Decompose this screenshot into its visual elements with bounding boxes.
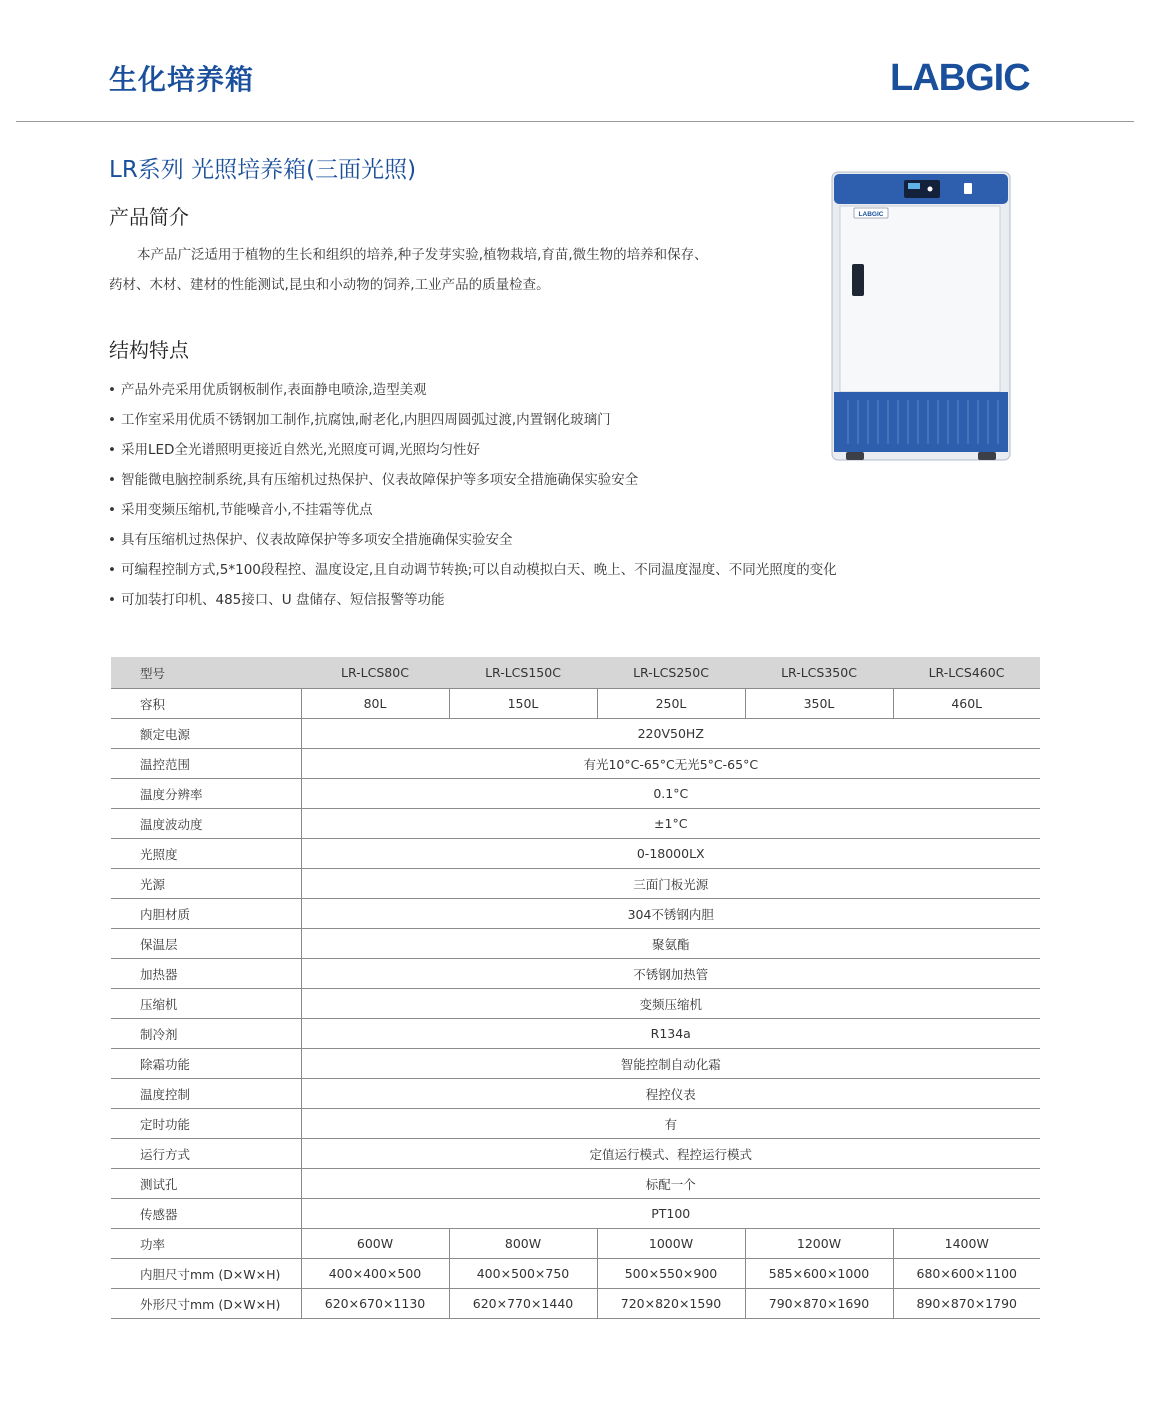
spec-value: 有 <box>301 1109 1040 1139</box>
page-category-title: 生化培养箱 <box>109 63 255 96</box>
spec-label: 内胆尺寸mm (D×W×H) <box>111 1259 301 1289</box>
model-name: LR-LCS80C <box>301 657 449 689</box>
features-heading: 结构特点 <box>109 338 189 362</box>
intro-paragraph: 本产品广泛适用于植物的生长和组织的培养,种子发芽实验,植物栽培,育苗,微生物的培养和保存、药材、木材、建材的性能测试,昆虫和小动物的饲养,工业产品的质量检查。 <box>109 247 708 293</box>
model-name: LR-LCS460C <box>893 657 1040 689</box>
spec-value: 720×820×1590 <box>597 1289 745 1319</box>
bullet-icon: • <box>108 442 116 458</box>
spec-label: 光源 <box>111 869 301 899</box>
spec-value: 790×870×1690 <box>745 1289 893 1319</box>
spec-value: 585×600×1000 <box>745 1259 893 1289</box>
spec-row <box>111 779 1040 809</box>
spec-value: 620×670×1130 <box>301 1289 449 1319</box>
spec-row <box>111 1049 1040 1079</box>
feature-text: 可编程控制方式,5*100段程控、温度设定,且自动调节转换;可以自动模拟白天、晚上、不同温度湿度、不同光照度的变化 <box>121 562 837 578</box>
spec-value: 聚氨酯 <box>301 929 1040 959</box>
spec-row <box>111 899 1040 929</box>
spec-header-row <box>111 657 1040 689</box>
spec-label: 运行方式 <box>111 1139 301 1169</box>
spec-header-label: 型号 <box>111 657 301 689</box>
feature-item <box>108 495 837 525</box>
spec-row <box>111 989 1040 1019</box>
spec-value: 变频压缩机 <box>301 989 1040 1019</box>
spec-value: 620×770×1440 <box>449 1289 597 1319</box>
spec-label: 容积 <box>111 689 301 719</box>
spec-value: 0-18000LX <box>301 839 1040 869</box>
spec-row <box>111 869 1040 899</box>
model-name: LR-LCS250C <box>597 657 745 689</box>
spec-value: 智能控制自动化霜 <box>301 1049 1040 1079</box>
spec-value: 400×500×750 <box>449 1259 597 1289</box>
spec-value: R134a <box>301 1019 1040 1049</box>
spec-row <box>111 1109 1040 1139</box>
spec-value: 80L <box>301 689 449 719</box>
spec-label: 温控范围 <box>111 749 301 779</box>
spec-row <box>111 1259 1040 1289</box>
spec-value: 1400W <box>893 1229 1040 1259</box>
spec-row <box>111 1199 1040 1229</box>
spec-label: 内胆材质 <box>111 899 301 929</box>
spec-label: 定时功能 <box>111 1109 301 1139</box>
spec-row <box>111 959 1040 989</box>
incubator-product-image <box>828 168 1014 470</box>
spec-row <box>111 719 1040 749</box>
spec-value: PT100 <box>301 1199 1040 1229</box>
spec-value: 680×600×1100 <box>893 1259 1040 1289</box>
spec-label: 温度分辨率 <box>111 779 301 809</box>
spec-label: 功率 <box>111 1229 301 1259</box>
spec-label: 除霜功能 <box>111 1049 301 1079</box>
spec-value: 不锈钢加热管 <box>301 959 1040 989</box>
feature-item <box>108 375 837 405</box>
bullet-icon: • <box>108 502 116 518</box>
spec-value: 1200W <box>745 1229 893 1259</box>
spec-row <box>111 839 1040 869</box>
spec-value: 350L <box>745 689 893 719</box>
spec-label: 外形尺寸mm (D×W×H) <box>111 1289 301 1319</box>
model-name: LR-LCS150C <box>449 657 597 689</box>
spec-value: 定值运行模式、程控运行模式 <box>301 1139 1040 1169</box>
spec-row <box>111 1019 1040 1049</box>
spec-value: 500×550×900 <box>597 1259 745 1289</box>
feature-text: 具有压缩机过热保护、仪表故障保护等多项安全措施确保实验安全 <box>121 532 513 548</box>
spec-value: ±1°C <box>301 809 1040 839</box>
spec-value: 150L <box>449 689 597 719</box>
spec-row <box>111 809 1040 839</box>
spec-value: 0.1°C <box>301 779 1040 809</box>
spec-table <box>111 657 1040 1319</box>
spec-label: 压缩机 <box>111 989 301 1019</box>
spec-label: 加热器 <box>111 959 301 989</box>
spec-row <box>111 1139 1040 1169</box>
spec-label: 额定电源 <box>111 719 301 749</box>
spec-value: 220V50HZ <box>301 719 1040 749</box>
feature-item <box>108 405 837 435</box>
cabinet-logo: LABGIC <box>858 211 884 218</box>
features-list <box>108 375 837 615</box>
bullet-icon: • <box>108 562 116 578</box>
brand-logo: LABGIC <box>890 57 1030 99</box>
spec-value: 400×400×500 <box>301 1259 449 1289</box>
spec-value: 标配一个 <box>301 1169 1040 1199</box>
feature-text: 产品外壳采用优质钢板制作,表面静电喷涂,造型美观 <box>121 382 427 398</box>
intro-heading: 产品简介 <box>109 205 189 229</box>
spec-label: 制冷剂 <box>111 1019 301 1049</box>
spec-label: 温度波动度 <box>111 809 301 839</box>
spec-label: 测试孔 <box>111 1169 301 1199</box>
bullet-icon: • <box>108 532 116 548</box>
product-title: LR系列 光照培养箱(三面光照) <box>109 157 417 183</box>
model-name: LR-LCS350C <box>745 657 893 689</box>
feature-text: 智能微电脑控制系统,具有压缩机过热保护、仪表故障保护等多项安全措施确保实验安全 <box>121 472 639 488</box>
feature-text: 采用变频压缩机,节能噪音小,不挂霜等优点 <box>121 502 373 518</box>
spec-value: 程控仪表 <box>301 1079 1040 1109</box>
feature-text: 工作室采用优质不锈钢加工制作,抗腐蚀,耐老化,内胆四周圆弧过渡,内置钢化玻璃门 <box>121 412 611 428</box>
spec-value: 304不锈钢内胆 <box>301 899 1040 929</box>
feature-item <box>108 525 837 555</box>
feature-text: 可加装打印机、485接口、U 盘储存、短信报警等功能 <box>121 592 445 608</box>
spec-value: 600W <box>301 1229 449 1259</box>
spec-value: 三面门板光源 <box>301 869 1040 899</box>
spec-row <box>111 689 1040 719</box>
feature-text: 采用LED全光谱照明更接近自然光,光照度可调,光照均匀性好 <box>121 442 481 458</box>
feature-item <box>108 465 837 495</box>
spec-value: 460L <box>893 689 1040 719</box>
feature-item <box>108 435 837 465</box>
spec-label: 光照度 <box>111 839 301 869</box>
bullet-icon: • <box>108 592 116 608</box>
spec-label: 保温层 <box>111 929 301 959</box>
bullet-icon: • <box>108 412 116 428</box>
spec-row <box>111 1079 1040 1109</box>
spec-value: 250L <box>597 689 745 719</box>
spec-label: 温度控制 <box>111 1079 301 1109</box>
spec-value: 800W <box>449 1229 597 1259</box>
bullet-icon: • <box>108 472 116 488</box>
feature-item <box>108 585 837 615</box>
spec-row <box>111 929 1040 959</box>
spec-value: 有光10°C-65°C无光5°C-65°C <box>301 749 1040 779</box>
spec-row <box>111 1289 1040 1319</box>
header-divider <box>16 121 1134 122</box>
spec-row <box>111 1169 1040 1199</box>
spec-value: 1000W <box>597 1229 745 1259</box>
spec-row <box>111 1229 1040 1259</box>
feature-item <box>108 555 837 585</box>
spec-row <box>111 749 1040 779</box>
bullet-icon: • <box>108 382 116 398</box>
spec-value: 890×870×1790 <box>893 1289 1040 1319</box>
spec-label: 传感器 <box>111 1199 301 1229</box>
